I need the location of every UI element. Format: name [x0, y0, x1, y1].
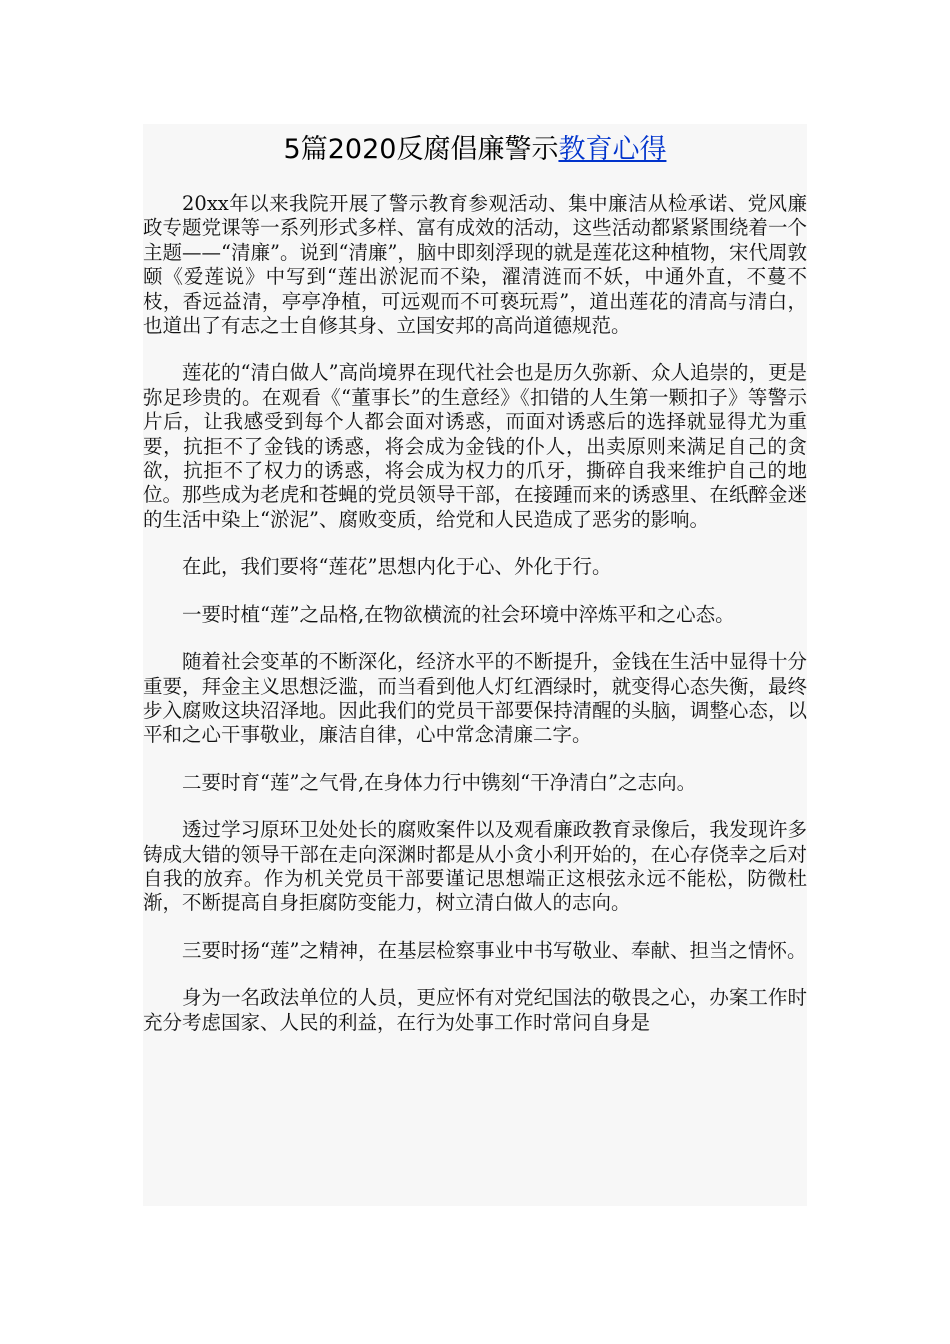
- paragraph-6: 二要时育“莲”之气骨,在身体力行中镌刻“干净清白”之志向。: [182, 770, 697, 794]
- title-link[interactable]: 教育心得: [558, 134, 667, 165]
- paragraph-8: 三要时扬“莲”之精神，在基层检察事业中书写敬业、奉献、担当之情怀。: [182, 938, 807, 962]
- paragraph-1: 20xx年以来我院开展了警示教育参观活动、集中廉洁从检承诺、党风廉政专题党课等一系列形式多样、富有成效的活动，这些活动都紧紧围绕着一个主题——“清廉”。说到“清廉”，脑中即刻浮现的就是莲花这种植物，宋代周敦颐《爱莲说》中写到“莲出淤泥而不染，濯清涟而不妖，中通外直，不蔓不枝，香远益清，亭亭净植，可远观而不可亵玩焉”，道出莲花的清高与清白，也道出了有志之士自修其身、立国安邦的高尚道德规范。: [143, 192, 807, 338]
- document-body: [143, 192, 807, 1035]
- document-page: [143, 124, 807, 1206]
- title-text: 5篇2020反腐倡廉警示: [283, 134, 559, 165]
- paragraph-9: 身为一名政法单位的人员，更应怀有对党纪国法的敬畏之心，办案工作时充分考虑国家、人民的利益，在行为处事工作时常问自身是: [143, 986, 807, 1034]
- document-title: [143, 124, 807, 172]
- paragraph-7: 透过学习原环卫处处长的腐败案件以及观看廉政教育录像后，我发现许多铸成大错的领导干部在走向深渊时都是从小贪小利开始的，在心存侥幸之后对自我的放弃。作为机关党员干部要谨记思想端正这根弦永远不能松，防微杜渐，不断提高自身拒腐防变能力，树立清白做人的志向。: [143, 818, 807, 915]
- paragraph-4: 一要时植“莲”之品格,在物欲横流的社会环境中淬炼平和之心态。: [182, 602, 735, 626]
- paragraph-2: 莲花的“清白做人”高尚境界在现代社会也是历久弥新、众人追崇的，更是弥足珍贵的。在观看《“董事长”的生意经》《扣错的人生第一颗扣子》等警示片后，让我感受到每个人都会面对诱惑，而面对诱惑后的选择就显得尤为重要，抗拒不了金钱的诱惑，将会成为金钱的仆人，出卖原则来满足自己的贪欲，抗拒不了权力的诱惑，将会成为权力的爪牙，撕碎自我来维护自己的地位。那些成为老虎和苍蝇的党员领导干部，在接踵而来的诱惑里、在纸醉金迷的生活中染上“淤泥”、腐败变质，给党和人民造成了恶劣的影响。: [143, 361, 807, 531]
- paragraph-5: 随着社会变革的不断深化，经济水平的不断提升，金钱在生活中显得十分重要，拜金主义思想泛滥，而当看到他人灯红酒绿时，就变得心态失衡，最终步入腐败这块沼泽地。因此我们的党员干部要保持清醒的头脑，调整心态，以平和之心干事敬业，廉洁自律，心中常念清廉二字。: [143, 650, 807, 747]
- paragraph-3: 在此，我们要将“莲花”思想内化于心、外化于行。: [182, 555, 612, 579]
